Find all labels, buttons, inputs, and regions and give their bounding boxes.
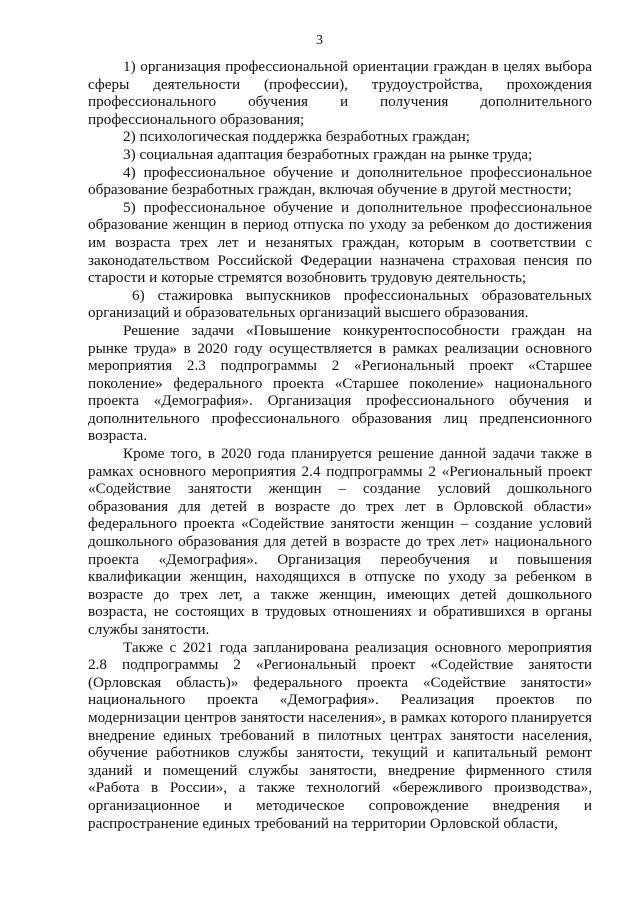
- paragraph-item-1: 1) организация профессиональной ориентации граждан в целях выбора сферы деятельности (профессии), трудоустройства, прохождения профессионального обучения и получения дополнительного профессионального образования;: [88, 58, 592, 128]
- paragraph-task-solution: Решение задачи «Повышение конкурентоспособности граждан на рынке труда» в 2020 году осуществляется в рамках реализации основного мероприятия 2.3 подпрограммы 2 «Региональный проект «Старшее поколение» федерального проекта «Старшее поколение» национального проекта «Демография». Организация профессионального обучения и дополнительного профессионального образования лиц предпенсионного возраста.: [88, 321, 592, 445]
- paragraph-item-4: 4) профессиональное обучение и дополнительное профессиональное образование безработных граждан, включая обучение в другой местности;: [88, 163, 592, 199]
- paragraph-item-3: 3) социальная адаптация безработных граждан на рынке труда;: [123, 145, 533, 163]
- paragraph-item-5: 5) профессиональное обучение и дополнительное профессиональное образование женщин в период отпуска по уходу за ребенком до достижения им возраста трех лет и незанятых граждан, которым в соответствии с законодательством Российской Федерации назначена страховая пенсия по старости и которые стремятся возобновить трудовую деятельность;: [88, 198, 592, 287]
- paragraph-item-2: 2) психологическая поддержка безработных граждан;: [123, 128, 470, 146]
- document-body: [88, 58, 592, 832]
- paragraph-from-2021: Также с 2021 года запланирована реализация основного мероприятия 2.8 подпрограммы 2 «Региональный проект «Содействие занятости (Орловская область)» федерального проекта «Содействие занятости» национального проекта «Демография». Реализация проектов по модернизации центров занятости населения», в рамках которого планируется внедрение единых требований в пилотных центрах занятости населения, обучение работников службы занятости, текущий и капитальный ремонт зданий и помещений службы занятости, внедрение фирменного стиля «Работа в России», а также технологий «бережливого производства», организационное и методическое сопровождение внедрения и распространение единых требований на территории Орловской области,: [88, 638, 592, 832]
- paragraph-item-6: 6) стажировка выпускников профессиональных образовательных организаций и образовательных организаций высшего образования.: [88, 286, 592, 322]
- page-number: 3: [316, 33, 323, 48]
- paragraph-additional-2020: Кроме того, в 2020 года планируется решение данной задачи также в рамках основного мероприятия 2.4 подпрограммы 2 «Региональный проект «Содействие занятости женщин – создание условий дошкольного образования для детей в возрасте до трех лет в Орловской области» федерального проекта «Содействие занятости женщин – создание условий дошкольного образования для детей в возрасте до трех лет» национального проекта «Демография». Организация переобучения и повышения квалификации женщин, находящихся в отпуске по уходу за ребенком в возрасте до трех лет, а также женщин, имеющих детей дошкольного возраста, не состоящих в трудовых отношениях и обратившихся в органы службы занятости.: [88, 445, 592, 638]
